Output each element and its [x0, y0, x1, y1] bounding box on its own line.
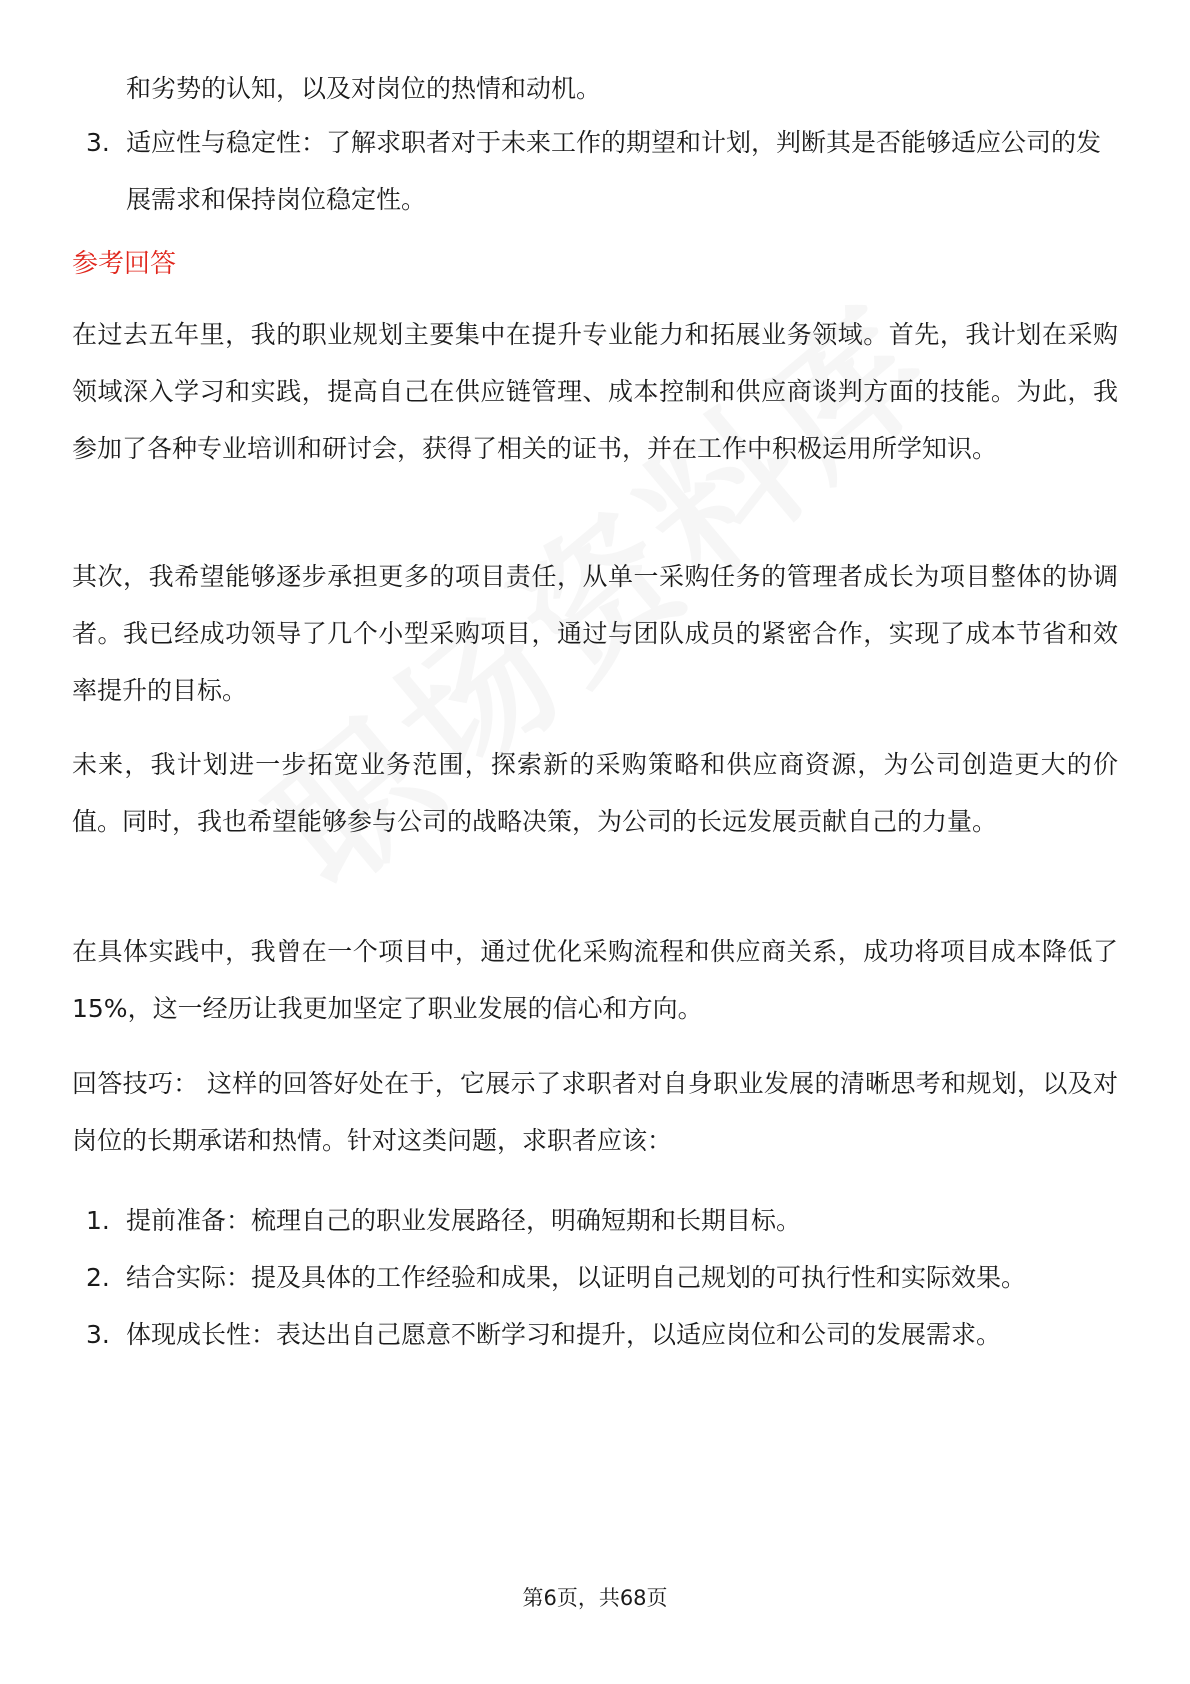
list-item-text: 适应性与稳定性：了解求职者对于未来工作的期望和计划，判断其是否能够适应公司的发展需求和保持岗位稳定性。 [126, 128, 1102, 214]
answer-tips-intro: 回答技巧： 这样的回答好处在于，它展示了求职者对自身职业发展的清晰思考和规划，以及对岗位的长期承诺和热情。针对这类问题，求职者应该： [72, 1069, 1118, 1155]
list-item-text: 结合实际：提及具体的工作经验和成果，以证明自己规划的可执行性和实际效果。 [126, 1263, 1027, 1292]
answer-paragraph-1: 在过去五年里，我的职业规划主要集中在提升专业能力和拓展业务领域。首先，我计划在采购领域深入学习和实践，提高自己在供应链管理、成本控制和供应商谈判方面的技能。为此，我参加了各种专业培训和研讨会，获得了相关的证书，并在工作中积极运用所学知识。 [72, 320, 1118, 463]
answer-paragraph-3: 未来，我计划进一步拓宽业务范围，探索新的采购策略和供应商资源，为公司创造更大的价值。同时，我也希望能够参与公司的战略决策，为公司的长远发展贡献自己的力量。 [72, 750, 1118, 836]
list-item-number: 3. [86, 1320, 110, 1349]
list-item-text: 提前准备：梳理自己的职业发展路径，明确短期和长期目标。 [126, 1206, 802, 1235]
list-item [72, 1192, 1118, 1249]
list-item-number: 1. [86, 1206, 110, 1235]
answer-paragraph-2: 其次，我希望能够逐步承担更多的项目责任，从单一采购任务的管理者成长为项目整体的协调者。我已经成功领导了几个小型采购项目，通过与团队成员的紧密合作，实现了成本节省和效率提升的目标。 [72, 562, 1118, 705]
answer-paragraph-4: 在具体实践中，我曾在一个项目中，通过优化采购流程和供应商关系，成功将项目成本降低了15%，这一经历让我更加坚定了职业发展的信心和方向。 [72, 937, 1118, 1023]
list-item-text: 体现成长性：表达出自己愿意不断学习和提升，以适应岗位和公司的发展需求。 [126, 1320, 1002, 1349]
list-item-number: 3. [86, 128, 110, 157]
page-footer: 第6页，共68页 [522, 1586, 668, 1610]
list-item-continuation: 和劣势的认知，以及对岗位的热情和动机。 [126, 74, 602, 103]
requirements-list [72, 114, 1118, 228]
document-page [72, 0, 1118, 1684]
list-item [72, 1306, 1118, 1363]
list-item [72, 114, 1118, 228]
list-item-number: 2. [86, 1263, 110, 1292]
list-item [72, 1249, 1118, 1306]
section-title: 参考回答 [72, 249, 177, 279]
tips-list [72, 1192, 1118, 1363]
